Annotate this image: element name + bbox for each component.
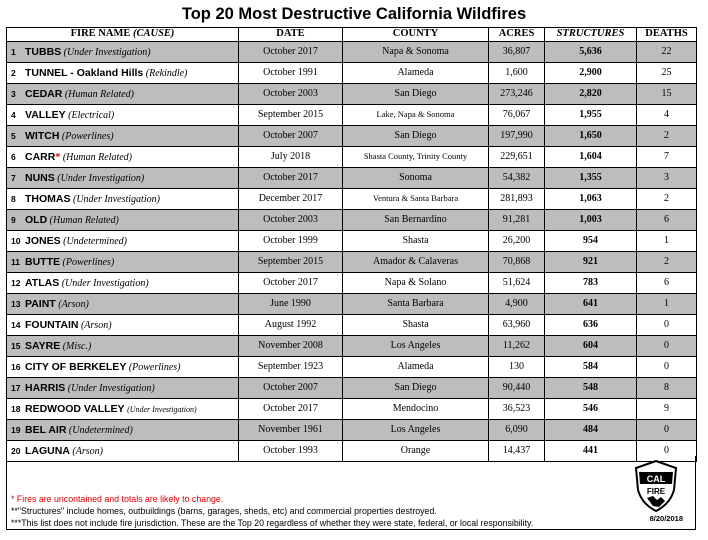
date-cell: September 2015 xyxy=(239,105,343,126)
rank: 8 xyxy=(11,193,16,204)
fire-cause: (Powerlines) xyxy=(62,256,115,268)
header-deaths: DEATHS xyxy=(637,28,697,42)
fire-name-cell xyxy=(7,168,239,189)
rank: 16 xyxy=(11,361,21,372)
county-cell: Napa & Sonoma xyxy=(382,46,449,57)
fire-name-cell xyxy=(7,294,239,315)
county-cell: Orange xyxy=(400,445,431,456)
rank: 17 xyxy=(11,382,21,393)
uncontained-marker: * xyxy=(55,151,61,163)
county-cell: Shasta County, Trinity County xyxy=(363,151,468,161)
deaths-cell: 1 xyxy=(637,231,697,252)
table-row xyxy=(7,420,697,441)
note-uncontained: * Fires are uncontained and totals are likely to change. xyxy=(11,494,224,504)
deaths-cell: 9 xyxy=(637,399,697,420)
fire-name: CEDAR xyxy=(25,87,63,100)
date-cell: October 1991 xyxy=(239,63,343,84)
fire-cause: (Under Investigation) xyxy=(73,193,160,205)
fire-name-cell xyxy=(7,42,239,63)
date-cell: October 1993 xyxy=(239,441,343,462)
acres-cell: 36,807 xyxy=(489,42,545,63)
acres-cell: 54,382 xyxy=(489,168,545,189)
rank: 13 xyxy=(11,298,21,309)
deaths-cell: 15 xyxy=(637,84,697,105)
county-cell: San Diego xyxy=(394,382,437,393)
structures-cell: 484 xyxy=(545,420,637,441)
structures-cell: 546 xyxy=(545,399,637,420)
county-cell: Ventura & Santa Barbara xyxy=(372,193,459,203)
county-cell: Alameda xyxy=(397,361,434,372)
fire-name: OLD xyxy=(25,213,48,226)
rank: 1 xyxy=(11,46,16,57)
fire-name-cell xyxy=(7,357,239,378)
fire-cause: (Electrical) xyxy=(68,109,115,121)
rank: 7 xyxy=(11,172,16,183)
acres-cell: 70,868 xyxy=(489,252,545,273)
county-cell: Sonoma xyxy=(399,172,432,183)
county-cell: Shasta xyxy=(402,319,429,330)
table-row xyxy=(7,147,697,168)
structures-cell: 441 xyxy=(545,441,637,462)
fire-cause: (Undetermined) xyxy=(68,424,133,436)
table-row xyxy=(7,42,697,63)
acres-cell: 4,900 xyxy=(489,294,545,315)
rank: 20 xyxy=(11,445,21,456)
date-cell: October 2017 xyxy=(239,168,343,189)
table-row xyxy=(7,105,697,126)
fire-cause: (Under Investigation) xyxy=(57,172,145,184)
fire-name-cell xyxy=(7,63,239,84)
table-row xyxy=(7,126,697,147)
structures-cell: 641 xyxy=(545,294,637,315)
fire-name-cell xyxy=(7,189,239,210)
county-cell: Los Angeles xyxy=(390,424,441,435)
date-cell: November 2008 xyxy=(239,336,343,357)
acres-cell: 229,651 xyxy=(489,147,545,168)
fire-cause: (Human Related) xyxy=(49,214,119,226)
rank: 6 xyxy=(11,151,16,162)
structures-cell: 1,063 xyxy=(545,189,637,210)
date-cell: July 2018 xyxy=(239,147,343,168)
note-structures: **"Structures" include homes, outbuildings (barns, garages, sheds, etc) and commercial properties destroyed. xyxy=(11,506,437,516)
rank: 18 xyxy=(11,403,21,414)
rank: 19 xyxy=(11,424,21,435)
county-cell: San Diego xyxy=(394,130,437,141)
county-cell: Santa Barbara xyxy=(387,298,444,309)
fire-name: BEL AIR xyxy=(25,423,67,436)
rank: 12 xyxy=(11,277,21,288)
fire-name-cell xyxy=(7,252,239,273)
fire-name: LAGUNA xyxy=(25,444,70,457)
deaths-cell: 1 xyxy=(637,294,697,315)
fire-name: NUNS xyxy=(25,171,55,184)
table-row xyxy=(7,84,697,105)
date-cell: September 1923 xyxy=(239,357,343,378)
rank: 3 xyxy=(11,88,16,99)
report-date: 8/20/2018 xyxy=(649,514,683,523)
fire-name: ATLAS xyxy=(25,276,60,289)
rank: 14 xyxy=(11,319,21,330)
structures-cell: 1,955 xyxy=(545,105,637,126)
rank: 2 xyxy=(11,67,16,78)
fire-name: BUTTE xyxy=(25,255,60,268)
structures-cell: 548 xyxy=(545,378,637,399)
table-row xyxy=(7,168,697,189)
fire-name-cell xyxy=(7,210,239,231)
structures-cell: 954 xyxy=(545,231,637,252)
acres-cell: 130 xyxy=(489,357,545,378)
structures-cell: 2,820 xyxy=(545,84,637,105)
fire-name-cell xyxy=(7,399,239,420)
deaths-cell: 7 xyxy=(637,147,697,168)
county-cell: Alameda xyxy=(397,67,434,78)
deaths-cell: 6 xyxy=(637,273,697,294)
table-row xyxy=(7,210,697,231)
acres-cell: 26,200 xyxy=(489,231,545,252)
fire-cause: (Misc.) xyxy=(62,340,92,352)
fire-name: WITCH xyxy=(25,129,60,142)
acres-cell: 11,262 xyxy=(489,336,545,357)
acres-cell: 90,440 xyxy=(489,378,545,399)
rank: 15 xyxy=(11,340,21,351)
deaths-cell: 8 xyxy=(637,378,697,399)
fire-name: THOMAS xyxy=(25,192,71,205)
date-cell: October 2017 xyxy=(239,399,343,420)
cal-fire-logo xyxy=(633,460,679,512)
county-cell: San Diego xyxy=(394,88,437,99)
table-row xyxy=(7,399,697,420)
header-acres: ACRES xyxy=(489,28,545,42)
fire-cause: (Arson) xyxy=(72,445,103,457)
note-jurisdiction: ***This list does not include fire jurisdiction. These are the Top 20 regardless of whether they were state, federal, or local responsibility. xyxy=(11,518,534,528)
table-row xyxy=(7,63,697,84)
fire-cause: (Under Investigation) xyxy=(63,46,151,58)
fire-name-cell xyxy=(7,420,239,441)
deaths-cell: 0 xyxy=(637,420,697,441)
fire-cause: (Arson) xyxy=(80,319,112,331)
table-row xyxy=(7,252,697,273)
rank: 9 xyxy=(11,214,16,225)
svg-text:FIRE: FIRE xyxy=(646,487,666,496)
fire-cause: (Undetermined) xyxy=(63,235,127,247)
fire-name-cell xyxy=(7,315,239,336)
date-cell: October 2017 xyxy=(239,273,343,294)
structures-cell: 636 xyxy=(545,315,637,336)
fire-cause: (Under Investigation) xyxy=(67,382,155,394)
fire-cause: (Powerlines) xyxy=(61,130,114,142)
date-cell: October 2003 xyxy=(239,84,343,105)
county-cell: Lake, Napa & Sonoma xyxy=(376,109,455,119)
county-cell: Amador & Calaveras xyxy=(373,256,458,267)
deaths-cell: 3 xyxy=(637,168,697,189)
fire-name: VALLEY xyxy=(25,108,66,121)
fire-cause: (Human Related) xyxy=(62,151,132,163)
acres-cell: 1,600 xyxy=(489,63,545,84)
fire-name-cell xyxy=(7,378,239,399)
fire-cause: (Arson) xyxy=(58,298,89,310)
fire-name: PAINT xyxy=(25,297,56,310)
acres-cell: 51,624 xyxy=(489,273,545,294)
fire-cause: (Under Investigation) xyxy=(61,277,149,289)
table-row xyxy=(7,357,697,378)
rank: 11 xyxy=(11,256,20,267)
county-cell: Los Angeles xyxy=(390,340,441,351)
rank: 5 xyxy=(11,130,16,141)
deaths-cell: 0 xyxy=(637,336,697,357)
county-cell: San Bernardino xyxy=(384,214,447,225)
fire-name-cell xyxy=(7,126,239,147)
fire-name: CARR xyxy=(25,150,56,163)
table-row xyxy=(7,294,697,315)
acres-cell: 14,437 xyxy=(489,441,545,462)
structures-cell: 921 xyxy=(545,252,637,273)
fire-name: REDWOOD VALLEY xyxy=(25,402,125,415)
acres-cell: 197,990 xyxy=(489,126,545,147)
rank: 4 xyxy=(11,109,16,120)
header-row xyxy=(7,28,697,42)
rank: 10 xyxy=(11,235,21,246)
structures-cell: 1,355 xyxy=(545,168,637,189)
structures-cell: 783 xyxy=(545,273,637,294)
acres-cell: 6,090 xyxy=(489,420,545,441)
acres-cell: 281,893 xyxy=(489,189,545,210)
acres-cell: 273,246 xyxy=(489,84,545,105)
fire-name-cell xyxy=(7,84,239,105)
county-cell: Napa & Solano xyxy=(384,277,447,288)
page-title: Top 20 Most Destructive California Wildfires xyxy=(181,5,527,23)
header-county: COUNTY xyxy=(343,28,489,42)
structures-cell: 584 xyxy=(545,357,637,378)
date-cell: June 1990 xyxy=(239,294,343,315)
date-cell: October 2007 xyxy=(239,378,343,399)
deaths-cell: 2 xyxy=(637,189,697,210)
deaths-cell: 2 xyxy=(637,252,697,273)
county-cell: Shasta xyxy=(402,235,429,246)
fire-name-cell xyxy=(7,336,239,357)
acres-cell: 76,067 xyxy=(489,105,545,126)
header-structures: STRUCTURES xyxy=(545,28,637,42)
structures-cell: 1,003 xyxy=(545,210,637,231)
deaths-cell: 4 xyxy=(637,105,697,126)
fire-name: TUBBS xyxy=(25,45,62,58)
table-row xyxy=(7,378,697,399)
acres-cell: 91,281 xyxy=(489,210,545,231)
fire-name: CITY OF BERKELEY xyxy=(25,360,127,373)
table-row xyxy=(7,273,697,294)
wildfire-table xyxy=(6,27,697,462)
fire-name-cell xyxy=(7,147,239,168)
deaths-cell: 2 xyxy=(637,126,697,147)
footer-notes xyxy=(6,456,696,530)
structures-cell: 604 xyxy=(545,336,637,357)
date-cell: November 1961 xyxy=(239,420,343,441)
fire-name: FOUNTAIN xyxy=(25,318,79,331)
structures-cell: 1,604 xyxy=(545,147,637,168)
fire-name-cell xyxy=(7,273,239,294)
acres-cell: 63,960 xyxy=(489,315,545,336)
date-cell: August 1992 xyxy=(239,315,343,336)
deaths-cell: 0 xyxy=(637,315,697,336)
structures-cell: 2,900 xyxy=(545,63,637,84)
date-cell: October 2007 xyxy=(239,126,343,147)
fire-name: JONES xyxy=(25,234,61,247)
header-date: DATE xyxy=(239,28,343,42)
header-fire-name: FIRE NAME (CAUSE) xyxy=(7,28,239,42)
fire-name: HARRIS xyxy=(25,381,66,394)
logo-text: CAL xyxy=(646,474,666,484)
table-row xyxy=(7,315,697,336)
fire-cause: (Powerlines) xyxy=(128,361,181,373)
fire-cause: (Rekindle) xyxy=(145,67,188,79)
deaths-cell: 0 xyxy=(637,357,697,378)
structures-cell: 5,636 xyxy=(545,42,637,63)
date-cell: October 2017 xyxy=(239,42,343,63)
date-cell: October 2003 xyxy=(239,210,343,231)
date-cell: December 2017 xyxy=(239,189,343,210)
fire-name: TUNNEL - Oakland Hills xyxy=(25,66,144,79)
table-row xyxy=(7,336,697,357)
fire-cause: (Under Investigation) xyxy=(127,404,197,414)
deaths-cell: 6 xyxy=(637,210,697,231)
county-cell: Mendocino xyxy=(392,403,439,414)
deaths-cell: 22 xyxy=(637,42,697,63)
date-cell: October 1999 xyxy=(239,231,343,252)
fire-name: SAYRE xyxy=(25,339,61,352)
acres-cell: 36,523 xyxy=(489,399,545,420)
deaths-cell: 0 xyxy=(637,441,697,462)
date-cell: September 2015 xyxy=(239,252,343,273)
fire-name-cell xyxy=(7,231,239,252)
table-row xyxy=(7,189,697,210)
fire-cause: (Human Related) xyxy=(64,88,134,100)
deaths-cell: 25 xyxy=(637,63,697,84)
table-row xyxy=(7,231,697,252)
fire-name-cell xyxy=(7,105,239,126)
structures-cell: 1,650 xyxy=(545,126,637,147)
